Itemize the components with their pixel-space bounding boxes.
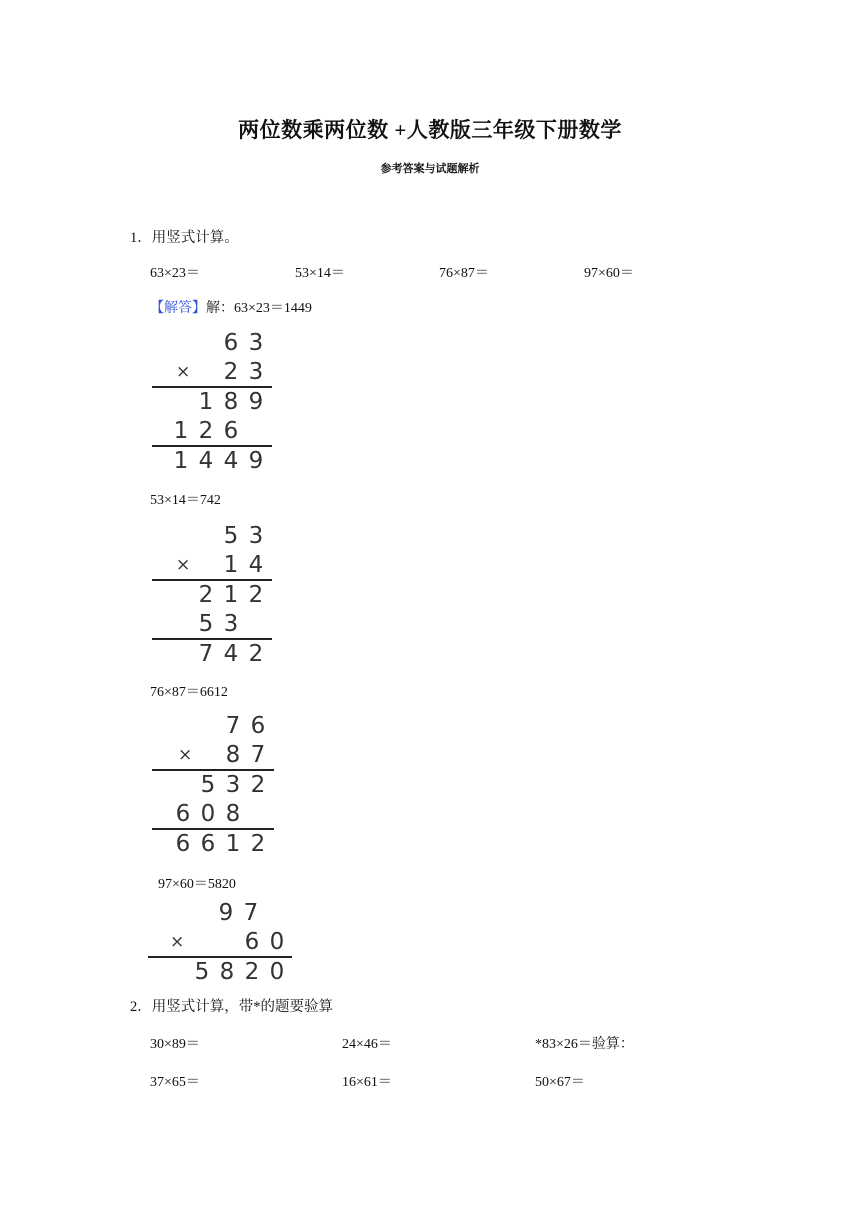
q1-problem: 76×87＝ xyxy=(439,266,489,281)
digit: 0 xyxy=(269,959,285,985)
digit: 5 xyxy=(200,772,216,798)
digit: 9 xyxy=(218,900,234,926)
digit: 8 xyxy=(219,959,235,985)
digit: 3 xyxy=(223,611,239,637)
digit: 3 xyxy=(248,330,264,356)
q2-problem: 24×46＝ xyxy=(342,1037,392,1052)
multiply-sign: × xyxy=(176,555,191,575)
multiply-sign: × xyxy=(178,745,193,765)
rule-line xyxy=(152,445,272,447)
digit: 3 xyxy=(248,359,264,385)
rule-line xyxy=(152,638,272,640)
question-1-prompt: 1．用竖式计算。 xyxy=(130,230,239,246)
rule-line xyxy=(152,386,272,388)
digit: 1 xyxy=(225,831,241,857)
answer-tag: 【解答】 xyxy=(150,301,206,316)
result-label: 63×23＝1449 xyxy=(234,301,312,316)
digit: 1 xyxy=(223,582,239,608)
rule-line xyxy=(152,769,274,771)
digit: 4 xyxy=(248,552,264,578)
digit: 1 xyxy=(198,389,214,415)
multiply-sign: × xyxy=(170,932,185,952)
digit: 1 xyxy=(223,552,239,578)
answer-line xyxy=(150,297,312,317)
digit: 1 xyxy=(173,448,189,474)
q1-problem: 97×60＝ xyxy=(584,266,634,281)
multiply-sign: × xyxy=(176,362,191,382)
digit: 2 xyxy=(244,959,260,985)
digit: 6 xyxy=(175,801,191,827)
q1-problem: 63×23＝ xyxy=(150,266,200,281)
digit: 0 xyxy=(269,929,285,955)
rule-line xyxy=(152,828,274,830)
digit: 2 xyxy=(250,772,266,798)
q2-problem: 30×89＝ xyxy=(150,1037,200,1052)
result-label: 53×14＝742 xyxy=(150,493,221,508)
digit: 4 xyxy=(223,641,239,667)
digit: 6 xyxy=(244,929,260,955)
digit: 3 xyxy=(225,772,241,798)
rule-line xyxy=(152,579,272,581)
question-2-prompt: 2．用竖式计算，带*的题要验算 xyxy=(130,999,333,1015)
digit: 6 xyxy=(250,713,266,739)
q2-problem: 50×67＝ xyxy=(535,1075,585,1090)
answer-prefix: 解： xyxy=(206,301,234,316)
digit: 6 xyxy=(223,418,239,444)
digit: 1 xyxy=(173,418,189,444)
digit: 7 xyxy=(198,641,214,667)
digit: 7 xyxy=(225,713,241,739)
digit: 4 xyxy=(198,448,214,474)
digit: 3 xyxy=(248,523,264,549)
rule-line xyxy=(148,956,292,958)
digit: 6 xyxy=(223,330,239,356)
digit: 6 xyxy=(175,831,191,857)
digit: 2 xyxy=(248,641,264,667)
digit: 8 xyxy=(225,742,241,768)
result-label: 76×87＝6612 xyxy=(150,685,228,700)
digit: 2 xyxy=(248,582,264,608)
digit: 9 xyxy=(248,389,264,415)
digit: 8 xyxy=(223,389,239,415)
digit: 7 xyxy=(243,900,259,926)
digit: 5 xyxy=(198,611,214,637)
digit: 2 xyxy=(198,418,214,444)
page-subtitle: 参考答案与试题解析 xyxy=(380,163,480,175)
result-label: 97×60＝5820 xyxy=(158,877,236,892)
digit: 6 xyxy=(200,831,216,857)
digit: 4 xyxy=(223,448,239,474)
q2-problem: 16×61＝ xyxy=(342,1075,392,1090)
digit: 2 xyxy=(223,359,239,385)
digit: 9 xyxy=(248,448,264,474)
q2-problem: 37×65＝ xyxy=(150,1075,200,1090)
digit: 5 xyxy=(194,959,210,985)
q1-problem: 53×14＝ xyxy=(295,266,345,281)
digit: 5 xyxy=(223,523,239,549)
digit: 2 xyxy=(250,831,266,857)
digit: 2 xyxy=(198,582,214,608)
digit: 0 xyxy=(200,801,216,827)
page-title: 两位数乘两位数 +人教版三年级下册数学 xyxy=(238,118,622,142)
digit: 7 xyxy=(250,742,266,768)
q2-problem: *83×26＝验算： xyxy=(535,1037,634,1052)
digit: 8 xyxy=(225,801,241,827)
